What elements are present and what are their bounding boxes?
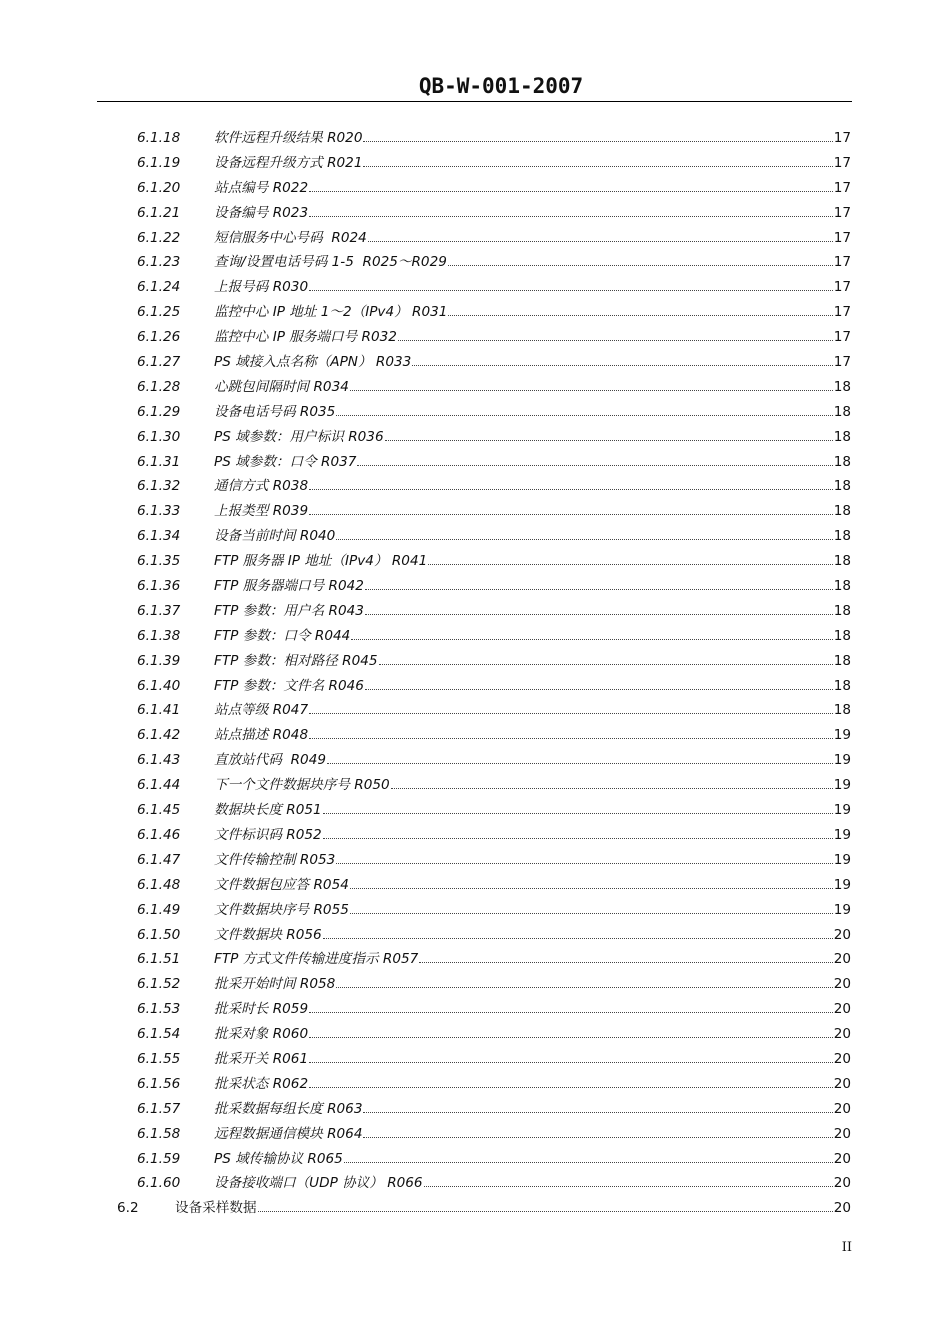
toc-entry-line	[214, 823, 851, 848]
toc-entry-title: 文件数据块 R056	[214, 926, 322, 943]
toc-entry-number: 6.1.21	[137, 204, 181, 221]
toc-entry-number: 6.1.41	[137, 702, 181, 719]
toc-entry-number: 6.1.56	[137, 1075, 181, 1092]
toc-entry[interactable]	[0, 1147, 950, 1172]
toc-dot-leader	[419, 961, 832, 963]
toc-entry-number: 6.1.53	[137, 1001, 181, 1018]
toc-entry-number: 6.1.29	[137, 403, 181, 420]
toc-entry-number: 6.1.25	[137, 304, 181, 321]
toc-entry[interactable]	[0, 698, 950, 723]
toc-entry-number: 6.1.49	[137, 901, 181, 918]
toc-dot-leader	[309, 488, 833, 490]
toc-entry-title: FTP 参数：口令 R044	[214, 627, 351, 644]
toc-entry-title: 心跳包间隔时间 R034	[214, 378, 349, 395]
toc-entry[interactable]	[0, 1072, 950, 1097]
toc-entry-title: 上报号码 R030	[214, 279, 309, 296]
toc-entry-line	[214, 798, 851, 823]
toc-dot-leader	[323, 837, 833, 839]
toc-entry-line	[214, 698, 851, 723]
toc-dot-leader	[309, 712, 833, 714]
toc-entry-page: 19	[833, 876, 851, 893]
toc-entry-title: 设备编号 R023	[214, 204, 309, 221]
toc-entry-number: 6.1.30	[137, 428, 181, 445]
toc-entry-number: 6.1.20	[137, 179, 181, 196]
toc-entry-page: 17	[833, 254, 851, 271]
toc-dot-leader	[350, 912, 833, 914]
toc-entry-number: 6.1.19	[137, 154, 181, 171]
toc-entry-number: 6.1.33	[137, 503, 181, 520]
toc-entry[interactable]	[0, 674, 950, 699]
toc-entry-page: 18	[833, 553, 851, 570]
toc-dot-leader	[309, 190, 833, 192]
toc-entry-line	[214, 1072, 851, 1097]
toc-entry-number: 6.1.31	[137, 453, 181, 470]
toc-dot-leader	[350, 887, 833, 889]
toc-entry-number: 6.1.34	[137, 528, 181, 545]
toc-entry-line	[214, 425, 851, 450]
toc-entry-title: FTP 参数：相对路径 R045	[214, 652, 378, 669]
toc-entry-line	[214, 226, 851, 251]
toc-entry-title: PS 域参数：用户标识 R036	[214, 428, 384, 445]
toc-dot-leader	[363, 140, 832, 142]
toc-entry-page: 19	[833, 901, 851, 918]
toc-entry-page: 17	[833, 329, 851, 346]
toc-entry-title: 通信方式 R038	[214, 478, 309, 495]
toc-entry-title: 设备电话号码 R035	[214, 403, 336, 420]
toc-entry-line	[214, 649, 851, 674]
toc-entry-number: 6.1.24	[137, 279, 181, 296]
toc-dot-leader	[309, 289, 833, 291]
toc-entry-title: 批采开关 R061	[214, 1050, 309, 1067]
toc-entry-page: 20	[833, 1026, 851, 1043]
toc-entry-page: 19	[833, 826, 851, 843]
toc-entry[interactable]	[0, 823, 950, 848]
toc-entry-line	[214, 151, 851, 176]
toc-entry-number: 6.1.47	[137, 851, 181, 868]
toc-entry-number: 6.1.44	[137, 777, 181, 794]
toc-entry-number: 6.1.59	[137, 1150, 181, 1167]
toc-dot-leader	[336, 986, 832, 988]
toc-entry[interactable]	[0, 574, 950, 599]
toc-dot-leader	[336, 538, 832, 540]
toc-entry-line	[214, 1097, 851, 1122]
toc-entry-page: 20	[833, 1200, 851, 1217]
toc-entry-line	[214, 947, 851, 972]
toc-entry-number: 6.2	[117, 1200, 139, 1217]
toc-entry-line	[214, 898, 851, 923]
toc-entry-number: 6.1.42	[137, 727, 181, 744]
toc-entry-title: 监控中心 IP 服务端口号 R032	[214, 329, 397, 346]
toc-entry-page: 19	[833, 851, 851, 868]
toc-entry[interactable]	[0, 275, 950, 300]
toc-dot-leader	[336, 862, 832, 864]
toc-entry-title: 设备当前时间 R040	[214, 528, 336, 545]
toc-entry-page: 20	[833, 1125, 851, 1142]
toc-entry-page: 18	[833, 428, 851, 445]
toc-entry[interactable]	[0, 425, 950, 450]
toc-entry-title: FTP 服务器 IP 地址（IPv4） R041	[214, 553, 428, 570]
toc-entry-title: 设备接收端口（UDP 协议） R066	[214, 1175, 423, 1192]
toc-dot-leader	[448, 314, 832, 316]
toc-entry-title: 站点描述 R048	[214, 727, 309, 744]
toc-entry-page: 20	[833, 1001, 851, 1018]
toc-entry-line	[214, 599, 851, 624]
toc-entry[interactable]	[0, 599, 950, 624]
toc-entry[interactable]	[0, 325, 950, 350]
document-code: QB-W-001-2007	[418, 74, 584, 98]
toc-entry[interactable]	[0, 798, 950, 823]
toc-entry[interactable]	[0, 201, 950, 226]
toc-entry-line	[175, 1196, 851, 1221]
toc-entry[interactable]	[0, 300, 950, 325]
toc-entry[interactable]	[0, 997, 950, 1022]
toc-entry-title: 站点等级 R047	[214, 702, 309, 719]
toc-entry-title: PS 域接入点名称（APN） R033	[214, 354, 412, 371]
toc-entry-line	[214, 923, 851, 948]
toc-dot-leader	[323, 812, 833, 814]
toc-entry-title: 批采开始时间 R058	[214, 976, 336, 993]
toc-entry-number: 6.1.37	[137, 602, 181, 619]
toc-entry-line	[214, 499, 851, 524]
toc-entry-title: FTP 参数：用户名 R043	[214, 602, 364, 619]
toc-entry-page: 20	[833, 926, 851, 943]
toc-entry-number: 6.1.32	[137, 478, 181, 495]
toc-entry-title: 批采对象 R060	[214, 1026, 309, 1043]
toc-dot-leader	[391, 787, 833, 789]
toc-dot-leader	[309, 513, 833, 515]
toc-entry[interactable]	[0, 524, 950, 549]
toc-entry-line	[214, 624, 851, 649]
toc-entry[interactable]	[0, 400, 950, 425]
toc-dot-leader	[398, 339, 833, 341]
toc-entry-number: 6.1.26	[137, 329, 181, 346]
toc-entry-number: 6.1.18	[137, 130, 181, 146]
toc-entry-title: 上报类型 R039	[214, 503, 309, 520]
toc-dot-leader	[309, 1011, 833, 1013]
toc-entry-page: 17	[833, 179, 851, 196]
toc-entry-page: 20	[833, 951, 851, 968]
toc-dot-leader	[428, 563, 832, 565]
toc-entry[interactable]	[0, 649, 950, 674]
toc-entry-number: 6.1.35	[137, 553, 181, 570]
toc-entry-number: 6.1.55	[137, 1050, 181, 1067]
toc-entry-title: 批采状态 R062	[214, 1075, 309, 1092]
toc-dot-leader	[368, 240, 833, 242]
toc-entry[interactable]	[0, 1196, 950, 1221]
toc-entry-title: 文件传输控制 R053	[214, 851, 336, 868]
toc-dot-leader	[363, 165, 832, 167]
toc-entry-title: 批采数据每组长度 R063	[214, 1100, 363, 1117]
toc-entry-page: 17	[833, 304, 851, 321]
toc-entry-line	[214, 873, 851, 898]
toc-entry-page: 17	[833, 154, 851, 171]
toc-entry[interactable]	[0, 250, 950, 275]
toc-entry-line	[214, 524, 851, 549]
toc-dot-leader	[350, 389, 833, 391]
toc-entry-number: 6.1.23	[137, 254, 181, 271]
toc-entry[interactable]	[0, 1047, 950, 1072]
toc-entry-page: 17	[833, 279, 851, 296]
toc-entry-number: 6.1.39	[137, 652, 181, 669]
toc-dot-leader	[412, 364, 832, 366]
toc-entry-title: 文件数据包应答 R054	[214, 876, 349, 893]
toc-entry-title: FTP 方式文件传输进度指示 R057	[214, 951, 419, 968]
toc-entry-line	[214, 126, 851, 151]
toc-entry[interactable]	[0, 723, 950, 748]
toc-entry-line	[214, 1047, 851, 1072]
toc-entry-line	[214, 773, 851, 798]
toc-entry[interactable]	[0, 1171, 950, 1196]
toc-entry-number: 6.1.48	[137, 876, 181, 893]
toc-entry-title: FTP 服务器端口号 R042	[214, 578, 364, 595]
toc-entry-page: 18	[833, 652, 851, 669]
toc-entry-page: 20	[833, 1050, 851, 1067]
toc-dot-leader	[344, 1161, 833, 1163]
toc-entry-page: 20	[833, 1175, 851, 1192]
toc-entry-number: 6.1.54	[137, 1026, 181, 1043]
toc-entry-page: 18	[833, 453, 851, 470]
toc-entry-line	[214, 549, 851, 574]
toc-entry-number: 6.1.43	[137, 752, 181, 769]
toc-entry[interactable]	[0, 375, 950, 400]
toc-entry-page: 18	[833, 528, 851, 545]
toc-dot-leader	[309, 1086, 833, 1088]
toc-dot-leader	[327, 762, 833, 764]
toc-entry[interactable]	[0, 151, 950, 176]
toc-entry-title: 软件远程升级结果 R020	[214, 130, 363, 146]
table-of-contents	[0, 126, 950, 1221]
toc-entry-number: 6.1.57	[137, 1100, 181, 1117]
toc-entry-title: 文件数据块序号 R055	[214, 901, 349, 918]
toc-entry-line	[214, 997, 851, 1022]
toc-entry-page: 18	[833, 677, 851, 694]
toc-dot-leader	[309, 737, 833, 739]
toc-entry-page: 19	[833, 777, 851, 794]
toc-entry-number: 6.1.60	[137, 1175, 181, 1192]
toc-entry-title: PS 域参数：口令 R037	[214, 453, 357, 470]
toc-entry-page: 20	[833, 1100, 851, 1117]
toc-entry-line	[214, 723, 851, 748]
toc-entry[interactable]	[0, 1097, 950, 1122]
toc-entry-page: 17	[833, 229, 851, 246]
toc-entry-title: 查询/设置电话号码 1-5 R025～R029	[214, 254, 447, 271]
toc-entry-title: 文件标识码 R052	[214, 826, 322, 843]
toc-entry-number: 6.1.45	[137, 802, 181, 819]
toc-entry[interactable]	[0, 624, 950, 649]
toc-entry-page: 20	[833, 1150, 851, 1167]
toc-dot-leader	[309, 215, 833, 217]
toc-entry-line	[214, 300, 851, 325]
toc-entry[interactable]	[0, 1122, 950, 1147]
toc-entry-line	[214, 748, 851, 773]
toc-entry-line	[214, 350, 851, 375]
toc-entry-page: 18	[833, 602, 851, 619]
toc-entry-page: 18	[833, 403, 851, 420]
toc-entry-title: 直放站代码 R049	[214, 752, 327, 769]
toc-entry-title: 数据块长度 R051	[214, 802, 322, 819]
toc-entry-number: 6.1.22	[137, 229, 181, 246]
toc-entry[interactable]	[0, 1022, 950, 1047]
toc-entry-title: 批采时长 R059	[214, 1001, 309, 1018]
toc-entry-page: 20	[833, 1075, 851, 1092]
toc-entry-page: 18	[833, 702, 851, 719]
toc-entry-page: 19	[833, 752, 851, 769]
toc-dot-leader	[357, 464, 832, 466]
toc-entry-title: 下一个文件数据块序号 R050	[214, 777, 390, 794]
toc-entry-title: 短信服务中心号码 R024	[214, 229, 367, 246]
toc-entry-page: 18	[833, 627, 851, 644]
toc-entry[interactable]	[0, 873, 950, 898]
toc-entry[interactable]	[0, 848, 950, 873]
toc-entry-page: 17	[833, 354, 851, 371]
toc-entry[interactable]	[0, 126, 950, 151]
toc-dot-leader	[424, 1185, 833, 1187]
toc-entry-page: 19	[833, 802, 851, 819]
toc-entry[interactable]	[0, 972, 950, 997]
toc-entry-page: 18	[833, 578, 851, 595]
toc-entry-line	[214, 848, 851, 873]
toc-entry-number: 6.1.50	[137, 926, 181, 943]
toc-entry-number: 6.1.40	[137, 677, 181, 694]
toc-dot-leader	[258, 1210, 833, 1212]
toc-entry-line	[214, 201, 851, 226]
toc-dot-leader	[336, 414, 832, 416]
toc-entry-title: 站点编号 R022	[214, 179, 309, 196]
toc-entry-line	[214, 1147, 851, 1172]
toc-entry-line	[214, 1171, 851, 1196]
toc-dot-leader	[363, 1111, 832, 1113]
toc-entry-page: 18	[833, 503, 851, 520]
toc-entry-number: 6.1.36	[137, 578, 181, 595]
toc-entry-page: 20	[833, 976, 851, 993]
toc-entry[interactable]	[0, 773, 950, 798]
toc-entry-number: 6.1.38	[137, 627, 181, 644]
toc-entry[interactable]	[0, 450, 950, 475]
toc-entry-page: 18	[833, 478, 851, 495]
toc-dot-leader	[351, 638, 832, 640]
toc-entry[interactable]	[0, 226, 950, 251]
toc-dot-leader	[448, 264, 833, 266]
toc-dot-leader	[385, 439, 833, 441]
toc-entry-number: 6.1.46	[137, 826, 181, 843]
toc-entry-line	[214, 674, 851, 699]
toc-dot-leader	[363, 1136, 832, 1138]
toc-entry-line	[214, 176, 851, 201]
toc-dot-leader	[309, 1036, 833, 1038]
toc-entry[interactable]	[0, 350, 950, 375]
toc-dot-leader	[365, 588, 833, 590]
toc-entry-title: 设备远程升级方式 R021	[214, 154, 363, 171]
toc-entry-title: 监控中心 IP 地址 1～2（IPv4） R031	[214, 304, 448, 321]
toc-entry-number: 6.1.28	[137, 378, 181, 395]
toc-entry[interactable]	[0, 474, 950, 499]
toc-entry[interactable]	[0, 499, 950, 524]
toc-entry[interactable]	[0, 549, 950, 574]
toc-entry-number: 6.1.27	[137, 354, 181, 371]
toc-entry-line	[214, 325, 851, 350]
page-number: II	[841, 1240, 852, 1255]
toc-dot-leader	[309, 1061, 833, 1063]
toc-entry-line	[214, 375, 851, 400]
toc-entry[interactable]	[0, 176, 950, 201]
toc-dot-leader	[365, 613, 833, 615]
toc-entry-number: 6.1.51	[137, 951, 181, 968]
toc-entry-line	[214, 1022, 851, 1047]
toc-entry-title: 设备采样数据	[175, 1200, 257, 1217]
toc-entry[interactable]	[0, 947, 950, 972]
toc-dot-leader	[323, 937, 833, 939]
toc-entry-title: 远程数据通信模块 R064	[214, 1125, 363, 1142]
toc-entry-page: 19	[833, 727, 851, 744]
toc-entry-line	[214, 474, 851, 499]
toc-entry-page: 17	[833, 130, 851, 146]
toc-entry[interactable]	[0, 898, 950, 923]
toc-entry-number: 6.1.58	[137, 1125, 181, 1142]
toc-entry-line	[214, 574, 851, 599]
toc-entry-line	[214, 450, 851, 475]
toc-dot-leader	[365, 688, 833, 690]
toc-entry-number: 6.1.52	[137, 976, 181, 993]
toc-entry-line	[214, 972, 851, 997]
toc-entry-line	[214, 1122, 851, 1147]
toc-entry[interactable]	[0, 923, 950, 948]
toc-entry-line	[214, 400, 851, 425]
toc-entry-title: PS 域传输协议 R065	[214, 1150, 343, 1167]
toc-entry-line	[214, 250, 851, 275]
header-divider	[97, 101, 852, 102]
toc-entry-line	[214, 275, 851, 300]
toc-entry[interactable]	[0, 748, 950, 773]
toc-entry-title: FTP 参数：文件名 R046	[214, 677, 364, 694]
toc-entry-page: 18	[833, 378, 851, 395]
toc-entry-page: 17	[833, 204, 851, 221]
toc-dot-leader	[379, 663, 833, 665]
